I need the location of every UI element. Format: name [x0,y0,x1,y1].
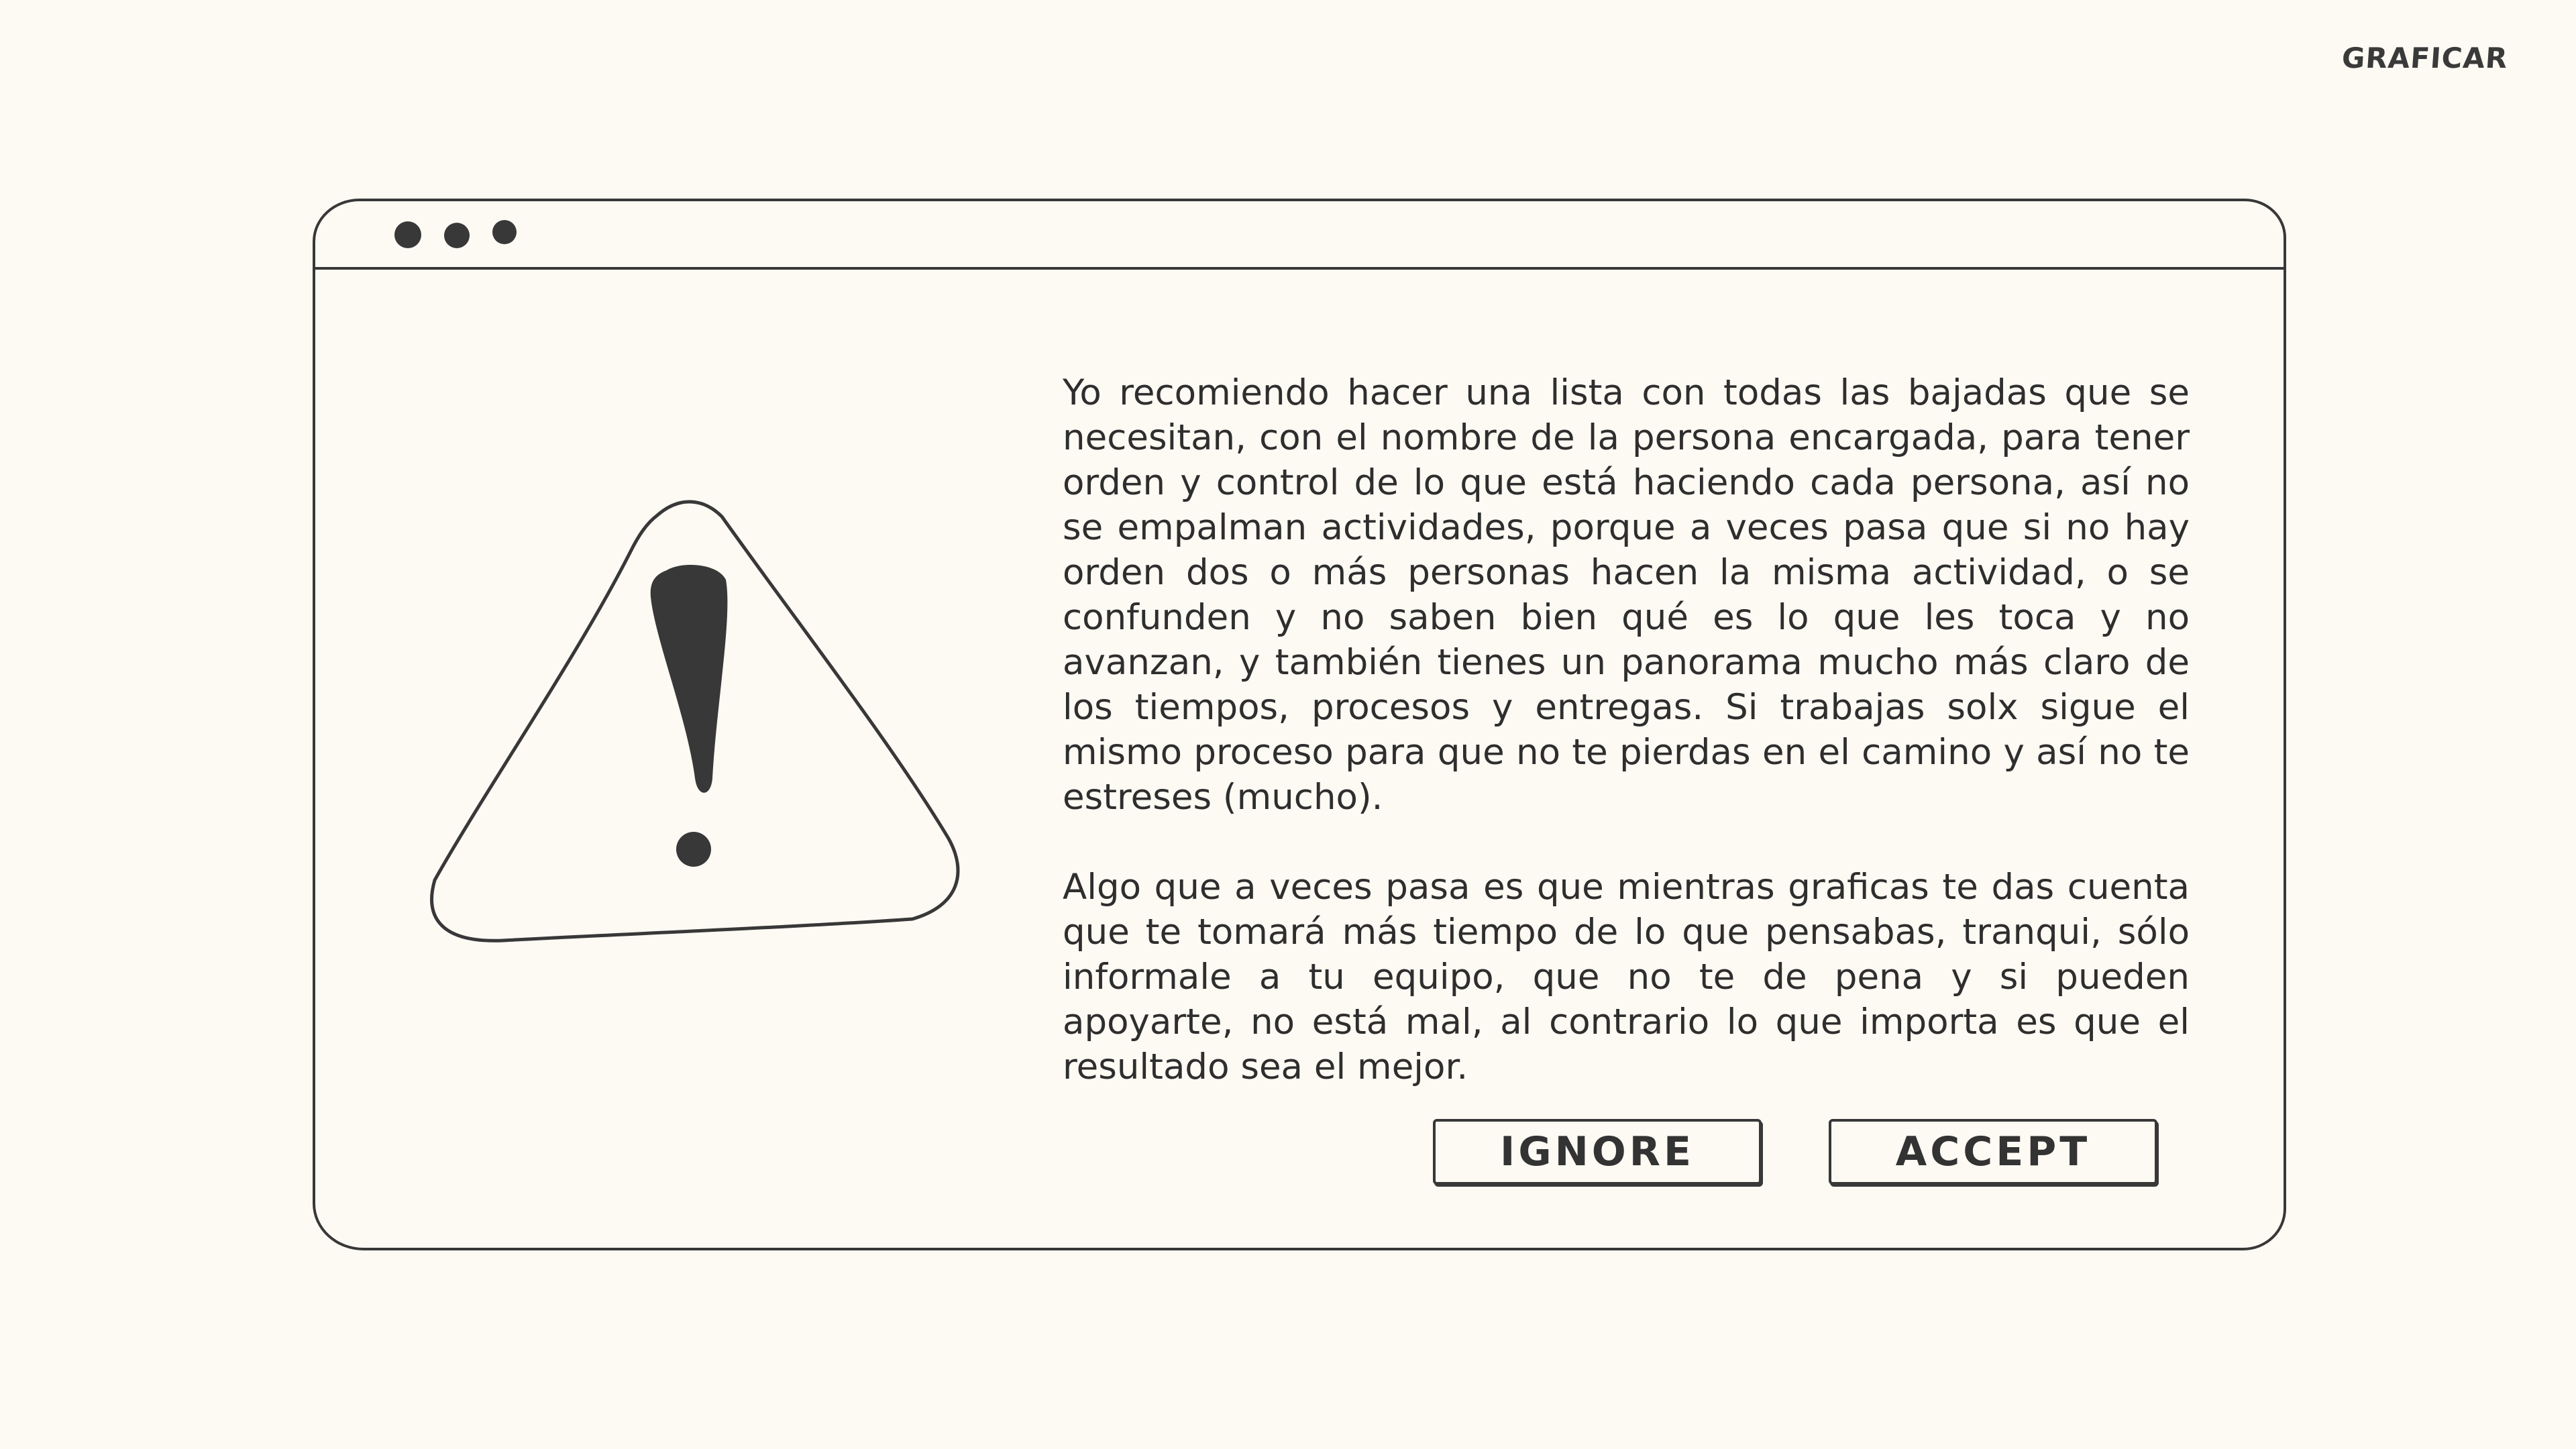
brand-logo: GRAFICAR [2340,42,2509,74]
accept-button[interactable]: ACCEPT [1829,1119,2157,1185]
dialog-message [1063,370,2190,1089]
window-dot-icon[interactable] [444,223,470,248]
window-dot-icon[interactable] [394,221,421,248]
window-controls [394,221,517,248]
message-paragraph: Algo que a veces pasa es que mientras graficas te das cuenta que te tomará más tiempo de lo que pensabas, tranqui, sólo informale a tu equipo, que no te de pena y si pueden apoyarte, no está mal, al contrario lo que importa es que el resultado sea el mejor. [1063,867,2190,1087]
dialog-window [313,199,2286,1250]
window-dot-icon[interactable] [492,220,517,244]
window-titlebar [315,201,2284,270]
ignore-button[interactable]: IGNORE [1433,1119,1762,1185]
exclamation-mark-icon [651,565,728,793]
message-paragraph: Yo recomiendo hacer una lista con todas las bajadas que se necesitan, con el nombre de la persona encargada, para tener orden y control de lo que está haciendo cada persona, así no se empalman actividades, porque a veces pasa que si no hay orden dos o más personas hacen la misma actividad, o se confunden y no saben bien qué es lo que les toca y no avanzan, y también tienes un panorama mucho más claro de los tiempos, procesos y entregas. Si trabajas solx sigue el mismo proceso para que no te pierdas en el camino y así no te estreses (mucho). [1063,372,2190,818]
warning-triangle-icon [423,496,979,959]
